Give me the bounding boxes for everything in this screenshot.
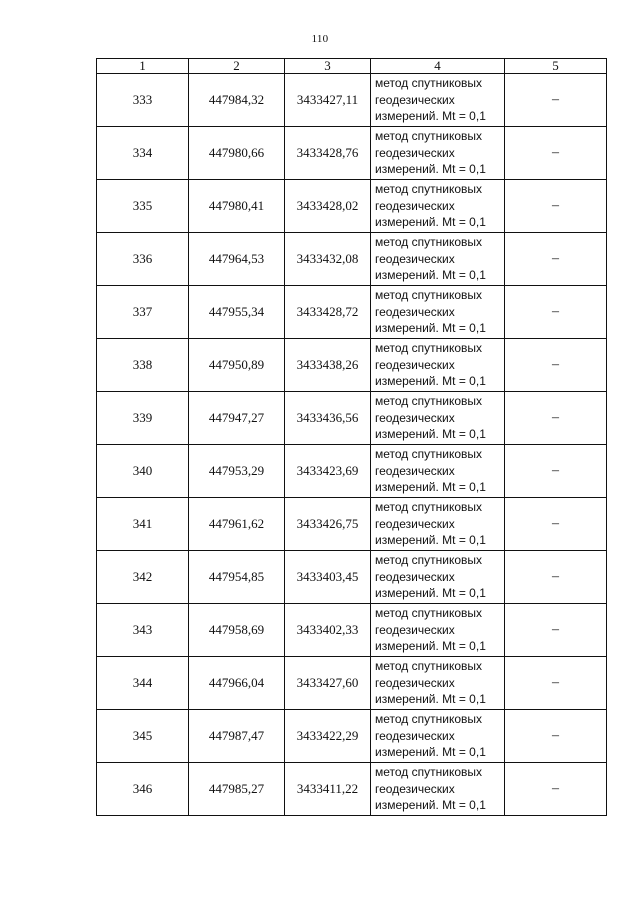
table-row: [97, 551, 607, 604]
point-number-cell: 340: [97, 445, 189, 498]
x-coordinate-cell: 447958,69: [189, 604, 285, 657]
method-cell: [371, 392, 505, 445]
table-row: [97, 657, 607, 710]
y-coordinate-cell: 3433426,75: [285, 498, 371, 551]
method-line: измерений. Mt = 0,1: [375, 480, 486, 495]
header-col-3: 3: [285, 59, 371, 74]
page-number: 110: [311, 33, 329, 45]
table-row: [97, 180, 607, 233]
table-row: [97, 498, 607, 551]
y-coordinate-cell: 3433436,56: [285, 392, 371, 445]
method-line: геодезических: [375, 516, 455, 531]
y-coordinate-cell: 3433411,22: [285, 763, 371, 816]
method-cell: [371, 657, 505, 710]
point-number-cell: 338: [97, 339, 189, 392]
coordinates-table: [96, 58, 607, 816]
x-coordinate-cell: 447980,66: [189, 127, 285, 180]
method-line: геодезических: [375, 410, 455, 425]
point-number-cell: 342: [97, 551, 189, 604]
x-coordinate-cell: 447980,41: [189, 180, 285, 233]
table-row: [97, 127, 607, 180]
method-line: метод спутниковых: [375, 712, 483, 727]
table-row: [97, 74, 607, 127]
note-cell: –: [505, 339, 607, 392]
method-line: метод спутниковых: [375, 235, 483, 250]
method-line: геодезических: [375, 728, 455, 743]
note-cell: –: [505, 445, 607, 498]
note-cell: –: [505, 763, 607, 816]
y-coordinate-cell: 3433438,26: [285, 339, 371, 392]
table-row: [97, 339, 607, 392]
method-cell: [371, 233, 505, 286]
method-cell: [371, 763, 505, 816]
table-body: [97, 74, 607, 816]
method-cell: [371, 127, 505, 180]
point-number-cell: 343: [97, 604, 189, 657]
point-number-cell: 346: [97, 763, 189, 816]
method-cell: [371, 339, 505, 392]
method-line: измерений. Mt = 0,1: [375, 692, 486, 707]
method-line: геодезических: [375, 251, 455, 266]
method-line: измерений. Mt = 0,1: [375, 215, 486, 230]
point-number-cell: 339: [97, 392, 189, 445]
method-cell: [371, 445, 505, 498]
method-line: метод спутниковых: [375, 288, 483, 303]
table-row: [97, 233, 607, 286]
header-col-5: 5: [505, 59, 607, 74]
header-row: [97, 59, 607, 74]
x-coordinate-cell: 447953,29: [189, 445, 285, 498]
method-line: метод спутниковых: [375, 76, 483, 91]
method-line: геодезических: [375, 781, 455, 796]
method-cell: [371, 551, 505, 604]
x-coordinate-cell: 447954,85: [189, 551, 285, 604]
y-coordinate-cell: 3433428,02: [285, 180, 371, 233]
point-number-cell: 336: [97, 233, 189, 286]
method-line: метод спутниковых: [375, 129, 483, 144]
y-coordinate-cell: 3433422,29: [285, 710, 371, 763]
method-line: измерений. Mt = 0,1: [375, 745, 486, 760]
point-number-cell: 344: [97, 657, 189, 710]
x-coordinate-cell: 447966,04: [189, 657, 285, 710]
x-coordinate-cell: 447961,62: [189, 498, 285, 551]
method-line: измерений. Mt = 0,1: [375, 374, 486, 389]
method-line: измерений. Mt = 0,1: [375, 639, 486, 654]
note-cell: –: [505, 710, 607, 763]
method-line: геодезических: [375, 463, 455, 478]
note-cell: –: [505, 180, 607, 233]
method-cell: [371, 710, 505, 763]
method-cell: [371, 498, 505, 551]
point-number-cell: 345: [97, 710, 189, 763]
y-coordinate-cell: 3433428,76: [285, 127, 371, 180]
x-coordinate-cell: 447985,27: [189, 763, 285, 816]
method-line: геодезических: [375, 145, 455, 160]
x-coordinate-cell: 447947,27: [189, 392, 285, 445]
note-cell: –: [505, 74, 607, 127]
x-coordinate-cell: 447955,34: [189, 286, 285, 339]
table-row: [97, 763, 607, 816]
note-cell: –: [505, 604, 607, 657]
method-line: метод спутниковых: [375, 182, 483, 197]
x-coordinate-cell: 447984,32: [189, 74, 285, 127]
x-coordinate-cell: 447950,89: [189, 339, 285, 392]
x-coordinate-cell: 447964,53: [189, 233, 285, 286]
table-row: [97, 604, 607, 657]
method-line: метод спутниковых: [375, 341, 483, 356]
y-coordinate-cell: 3433423,69: [285, 445, 371, 498]
method-line: метод спутниковых: [375, 447, 483, 462]
note-cell: –: [505, 498, 607, 551]
point-number-cell: 337: [97, 286, 189, 339]
y-coordinate-cell: 3433427,11: [285, 74, 371, 127]
method-line: метод спутниковых: [375, 606, 483, 621]
point-number-cell: 333: [97, 74, 189, 127]
point-number-cell: 335: [97, 180, 189, 233]
method-line: метод спутниковых: [375, 553, 483, 568]
method-line: геодезических: [375, 357, 455, 372]
method-cell: [371, 286, 505, 339]
method-line: измерений. Mt = 0,1: [375, 162, 486, 177]
table-row: [97, 710, 607, 763]
note-cell: –: [505, 392, 607, 445]
method-line: геодезических: [375, 675, 455, 690]
method-line: геодезических: [375, 569, 455, 584]
method-line: измерений. Mt = 0,1: [375, 798, 486, 813]
method-line: метод спутниковых: [375, 659, 483, 674]
note-cell: –: [505, 233, 607, 286]
method-line: геодезических: [375, 304, 455, 319]
method-line: измерений. Mt = 0,1: [375, 321, 486, 336]
method-cell: [371, 74, 505, 127]
point-number-cell: 341: [97, 498, 189, 551]
note-cell: –: [505, 551, 607, 604]
table-row: [97, 286, 607, 339]
table-row: [97, 392, 607, 445]
x-coordinate-cell: 447987,47: [189, 710, 285, 763]
header-col-2: 2: [189, 59, 285, 74]
method-line: измерений. Mt = 0,1: [375, 268, 486, 283]
note-cell: –: [505, 127, 607, 180]
method-cell: [371, 180, 505, 233]
header-col-4: 4: [371, 59, 505, 74]
point-number-cell: 334: [97, 127, 189, 180]
y-coordinate-cell: 3433403,45: [285, 551, 371, 604]
method-line: измерений. Mt = 0,1: [375, 427, 486, 442]
method-line: измерений. Mt = 0,1: [375, 109, 486, 124]
method-line: геодезических: [375, 92, 455, 107]
method-line: измерений. Mt = 0,1: [375, 533, 486, 548]
y-coordinate-cell: 3433428,72: [285, 286, 371, 339]
note-cell: –: [505, 657, 607, 710]
header-col-1: 1: [97, 59, 189, 74]
method-line: метод спутниковых: [375, 394, 483, 409]
method-line: метод спутниковых: [375, 500, 483, 515]
y-coordinate-cell: 3433427,60: [285, 657, 371, 710]
method-cell: [371, 604, 505, 657]
y-coordinate-cell: 3433402,33: [285, 604, 371, 657]
method-line: геодезических: [375, 198, 455, 213]
table-row: [97, 445, 607, 498]
y-coordinate-cell: 3433432,08: [285, 233, 371, 286]
method-line: измерений. Mt = 0,1: [375, 586, 486, 601]
method-line: геодезических: [375, 622, 455, 637]
method-line: метод спутниковых: [375, 765, 483, 780]
note-cell: –: [505, 286, 607, 339]
